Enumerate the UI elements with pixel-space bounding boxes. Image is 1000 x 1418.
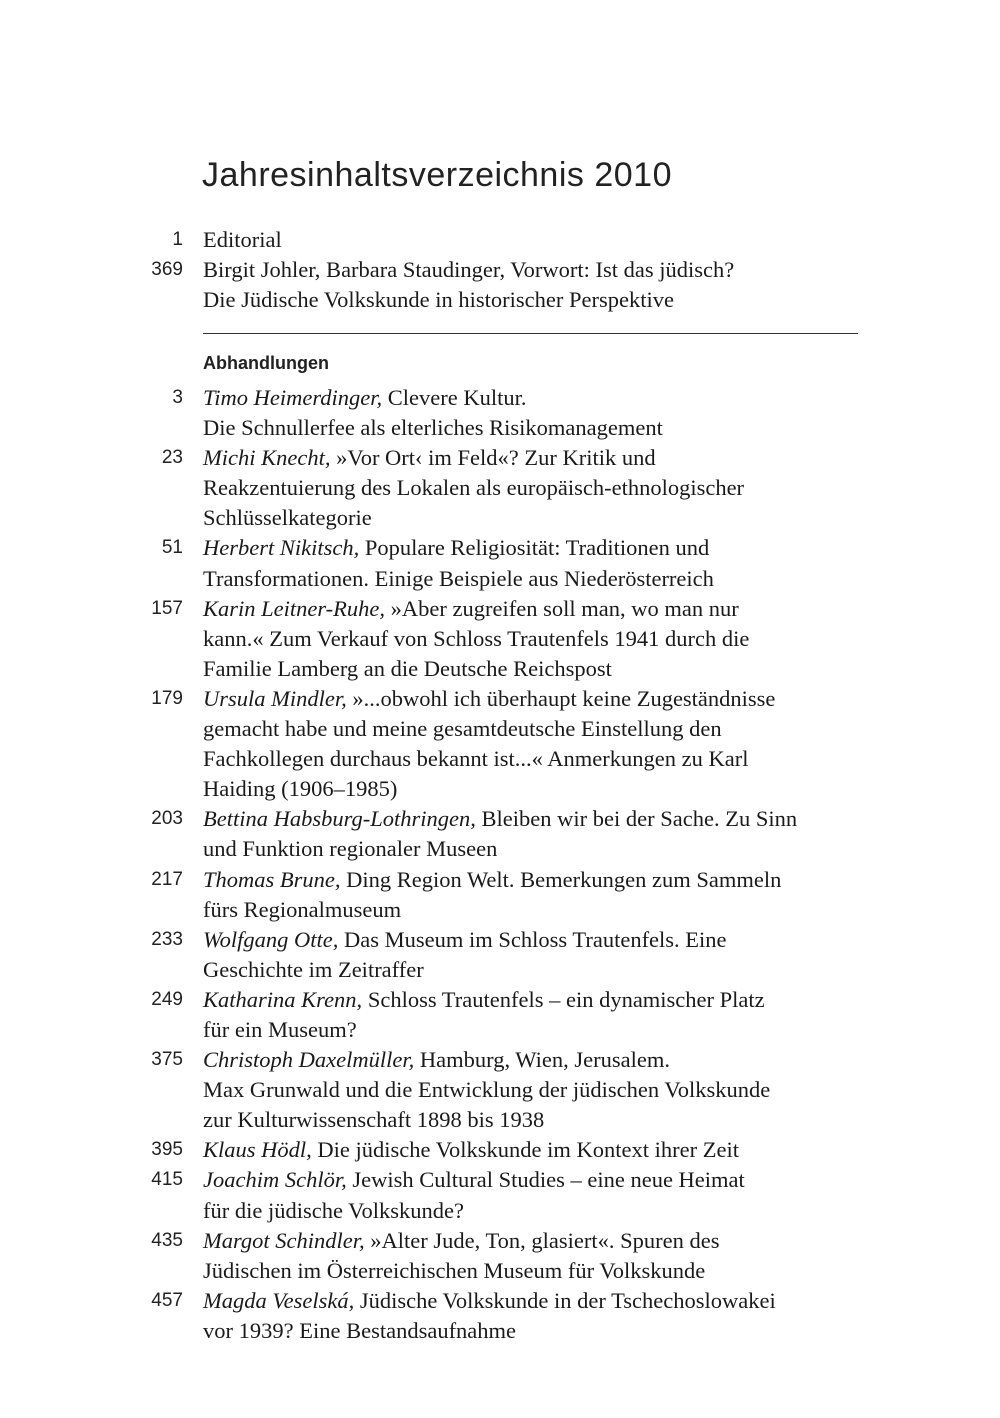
toc-entry xyxy=(0,985,1000,1045)
entry-text xyxy=(203,1135,863,1165)
entry-title: fürs Regionalmuseum xyxy=(203,896,402,922)
entry-title: Schlüsselkategorie xyxy=(203,505,372,531)
entry-line xyxy=(203,1286,863,1316)
entry-line xyxy=(203,503,863,533)
entry-title: Max Grunwald und die Entwicklung der jüdischen Volkskunde xyxy=(203,1077,771,1103)
page-number: 23 xyxy=(161,447,183,469)
entry-text xyxy=(203,925,863,985)
entry-line xyxy=(203,1226,863,1256)
entry-title: Reakzentuierung des Lokalen als europäisch-ethnologischer xyxy=(203,475,745,501)
entry-title: vor 1939? Eine Bestandsaufnahme xyxy=(203,1317,517,1343)
entry-line xyxy=(203,714,863,744)
page-number: 435 xyxy=(151,1229,183,1251)
entry-title: Clevere Kultur. xyxy=(382,385,527,410)
entry-text xyxy=(203,533,863,593)
toc-entry xyxy=(0,1226,1000,1286)
entries-list xyxy=(0,383,1000,1346)
toc-entry xyxy=(0,1045,1000,1135)
page-number: 457 xyxy=(151,1289,183,1311)
entry-line xyxy=(203,1165,863,1195)
author-name: Wolfgang Otte, xyxy=(203,926,339,952)
author-name: Herbert Nikitsch, xyxy=(203,535,360,561)
page-number: 217 xyxy=(151,868,183,890)
entry-line xyxy=(203,895,863,925)
entry-title: Hamburg, Wien, Jerusalem. xyxy=(414,1047,670,1073)
author-name: Michi Knecht, xyxy=(203,445,331,471)
entry-line xyxy=(203,1256,863,1286)
entry-line xyxy=(203,865,863,895)
entry-line xyxy=(203,285,863,315)
entry-title: Fachkollegen durchaus bekannt ist...« Anmerkungen zu Karl xyxy=(203,746,749,772)
page-number: 1 xyxy=(172,229,183,250)
entry-line xyxy=(203,564,863,594)
entry-line xyxy=(203,834,863,864)
toc-entry xyxy=(0,925,1000,985)
entry-title: Geschichte im Zeitraffer xyxy=(203,956,424,982)
entry-title: Populare Religiosität: Traditionen und xyxy=(359,535,710,561)
entry-title: Bleiben wir bei der Sache. Zu Sinn xyxy=(475,806,798,832)
entry-line xyxy=(203,774,863,804)
entry-text xyxy=(203,1226,863,1286)
entry-text xyxy=(203,985,863,1045)
entry-title: Die Jüdische Volkskunde in historischer Perspektive xyxy=(203,287,674,313)
entry-line xyxy=(203,1196,863,1226)
page-number: 375 xyxy=(151,1049,183,1071)
entry-title: zur Kulturwissenschaft 1898 bis 1938 xyxy=(203,1107,545,1133)
entry-line xyxy=(203,443,863,473)
entry-line xyxy=(203,413,863,443)
entry-line xyxy=(203,955,863,985)
toc-entry xyxy=(0,684,1000,804)
entry-title: Die jüdische Volkskunde im Kontext ihrer Zeit xyxy=(311,1137,739,1163)
entry-text xyxy=(203,865,863,925)
entry-title: Jewish Cultural Studies – eine neue Heimat xyxy=(346,1167,745,1193)
page-number: 395 xyxy=(151,1139,183,1161)
page-number: 3 xyxy=(172,387,183,408)
entry-title: »Aber zugreifen soll man, wo man nur xyxy=(385,595,739,621)
entry-text xyxy=(203,255,863,315)
entry-title: Ding Region Welt. Bemerkungen zum Sammeln xyxy=(340,866,782,892)
entry-line xyxy=(203,624,863,654)
entry-text xyxy=(203,225,863,255)
page-title: Jahresinhaltsverzeichnis 2010 xyxy=(202,156,672,194)
entry-line xyxy=(203,1135,863,1165)
entry-title: gemacht habe und meine gesamtdeutsche Einstellung den xyxy=(203,716,722,742)
toc-entry xyxy=(0,1165,1000,1225)
entry-line xyxy=(203,654,863,684)
entry-text xyxy=(203,1045,863,1135)
entry-text xyxy=(203,804,863,864)
toc-entry xyxy=(0,804,1000,864)
page-number: 249 xyxy=(151,988,183,1010)
entry-title: Jüdischen im Österreichischen Museum für Volkskunde xyxy=(203,1257,706,1283)
entry-title: »Vor Ort‹ im Feld«? Zur Kritik und xyxy=(330,445,656,471)
entry-title: Das Museum im Schloss Trautenfels. Eine xyxy=(338,926,727,952)
entry-title: Transformationen. Einige Beispiele aus Niederösterreich xyxy=(203,565,714,591)
entry-line xyxy=(203,684,863,714)
entry-line xyxy=(203,383,863,413)
entry-text xyxy=(203,383,863,443)
entry-title: Editorial xyxy=(203,227,282,252)
entry-text xyxy=(203,1165,863,1225)
page-number: 203 xyxy=(151,808,183,830)
page-number: 233 xyxy=(151,928,183,950)
entry-line xyxy=(203,985,863,1015)
entry-line xyxy=(203,473,863,503)
entry-line xyxy=(203,533,863,563)
toc-entry xyxy=(0,1135,1000,1165)
entry-text xyxy=(203,684,863,804)
page-number: 51 xyxy=(161,537,183,559)
entry-title: Birgit Johler, Barbara Staudinger, Vorwort: Ist das jüdisch? xyxy=(203,257,735,283)
toc-entry xyxy=(0,255,1000,315)
entry-line xyxy=(203,804,863,834)
author-name: Katharina Krenn, xyxy=(203,986,363,1012)
entry-line xyxy=(203,255,863,285)
author-name: Ursula Mindler, xyxy=(203,685,347,711)
entry-title: für ein Museum? xyxy=(203,1016,357,1042)
toc-entry xyxy=(0,443,1000,533)
page-number: 157 xyxy=(151,597,183,619)
entry-text xyxy=(203,443,863,533)
toc-entry xyxy=(0,533,1000,593)
toc-entry xyxy=(0,594,1000,684)
toc-entry xyxy=(0,383,1000,443)
entry-line xyxy=(203,925,863,955)
entry-text xyxy=(203,1286,863,1346)
entry-title: für die jüdische Volkskunde? xyxy=(203,1197,465,1223)
entry-title: Haiding (1906–1985) xyxy=(203,776,398,802)
entry-title: Jüdische Volkskunde in der Tschechoslowakei xyxy=(354,1287,776,1313)
entry-line xyxy=(203,594,863,624)
author-name: Margot Schindler, xyxy=(203,1227,365,1253)
entry-title: Familie Lamberg an die Deutsche Reichspost xyxy=(203,655,612,681)
author-name: Bettina Habsburg-Lothringen, xyxy=(203,806,476,832)
page-number: 415 xyxy=(151,1169,183,1191)
toc-entry xyxy=(0,225,1000,255)
entry-line xyxy=(203,1075,863,1105)
entry-text xyxy=(203,594,863,684)
author-name: Joachim Schlör, xyxy=(203,1167,347,1193)
entry-line xyxy=(203,225,863,255)
page-number: 369 xyxy=(151,259,183,281)
entry-title: und Funktion regionaler Museen xyxy=(203,836,498,862)
entry-title: kann.« Zum Verkauf von Schloss Trautenfels 1941 durch die xyxy=(203,625,750,651)
page-number: 179 xyxy=(151,687,183,709)
entry-title: Die Schnullerfee als elterliches Risikomanagement xyxy=(203,415,663,441)
author-name: Klaus Hödl, xyxy=(203,1137,312,1163)
toc-entry xyxy=(0,1286,1000,1346)
divider xyxy=(203,333,858,334)
section-heading: Abhandlungen xyxy=(203,353,329,373)
entry-line xyxy=(203,1105,863,1135)
entry-line xyxy=(203,1045,863,1075)
entry-line xyxy=(203,744,863,774)
author-name: Karin Leitner-Ruhe, xyxy=(203,595,386,621)
entry-line xyxy=(203,1015,863,1045)
author-name: Timo Heimerdinger, xyxy=(203,385,383,410)
author-name: Christoph Daxelmüller, xyxy=(203,1047,415,1073)
author-name: Thomas Brune, xyxy=(203,866,341,892)
entry-title: »...obwohl ich überhaupt keine Zugeständnisse xyxy=(346,685,776,711)
toc-entry xyxy=(0,865,1000,925)
entry-title: Schloss Trautenfels – ein dynamischer Platz xyxy=(362,986,765,1012)
entry-title: »Alter Jude, Ton, glasiert«. Spuren des xyxy=(364,1227,720,1253)
intro-list xyxy=(0,225,1000,315)
author-name: Magda Veselská, xyxy=(203,1287,355,1313)
entry-line xyxy=(203,1316,863,1346)
